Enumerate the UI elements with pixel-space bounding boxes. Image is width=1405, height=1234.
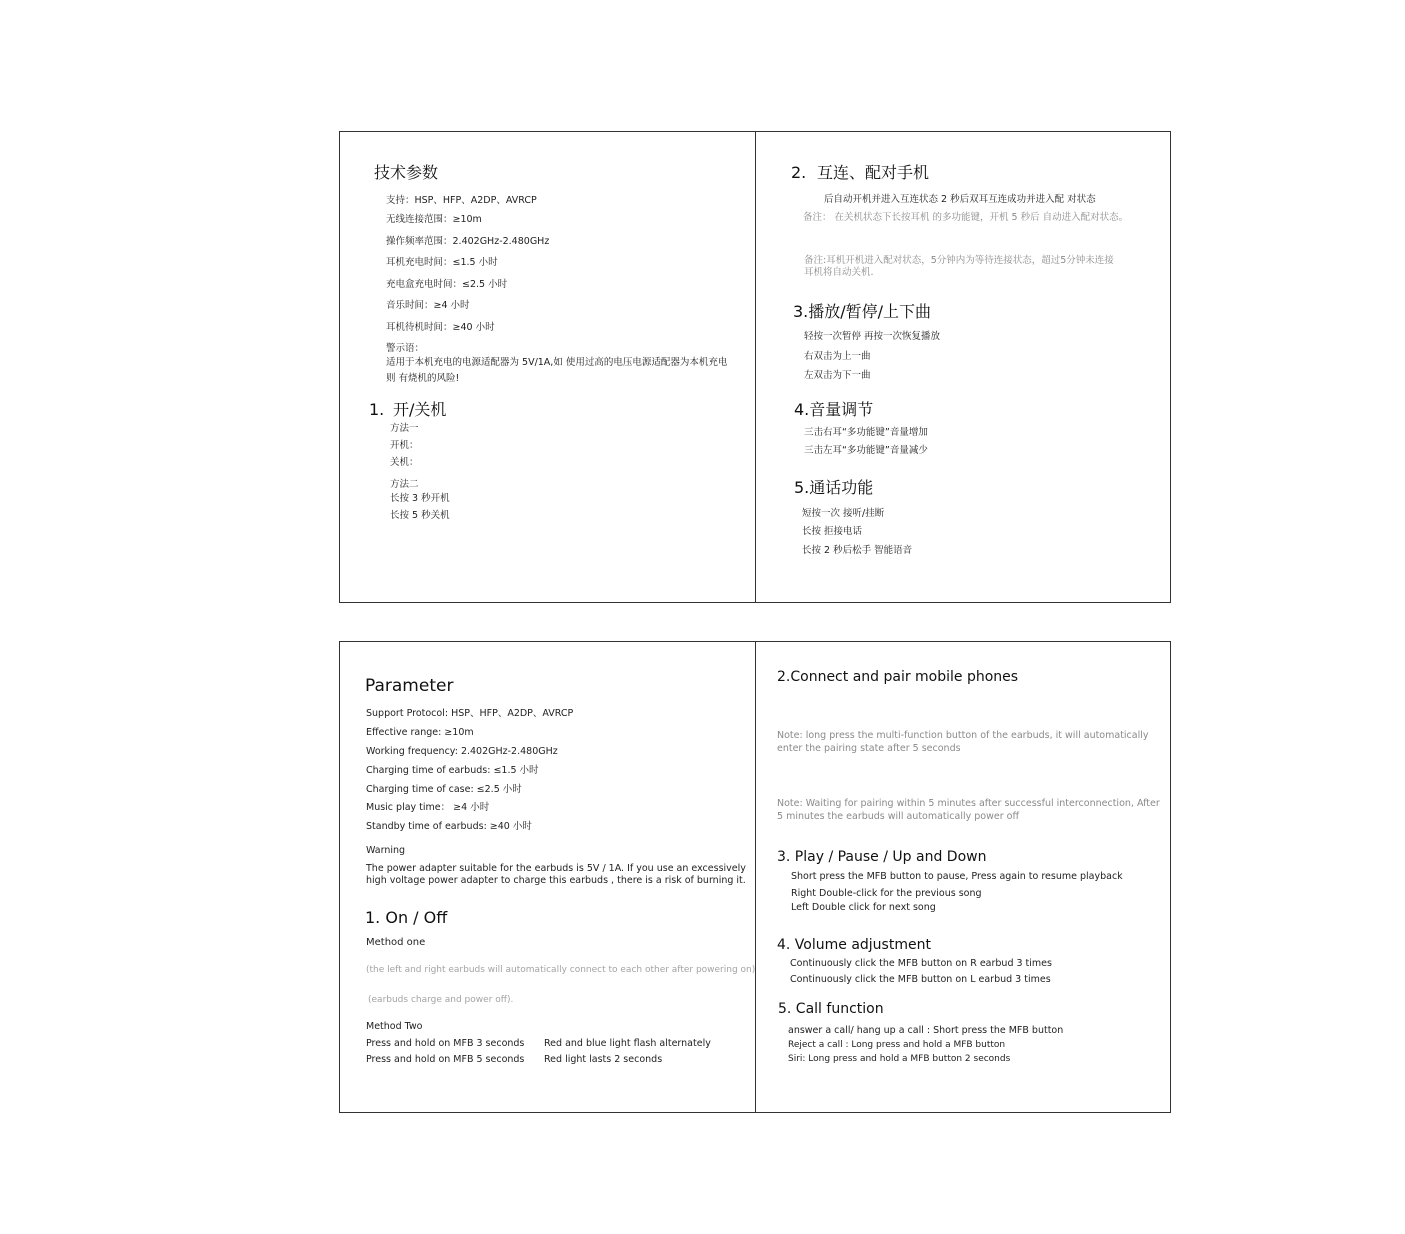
call-item: 短按一次 接听/挂断 xyxy=(802,508,885,519)
spec-line: Support Protocol: HSP、HFP、A2DP、AVRCP xyxy=(366,708,574,719)
spec-line: Music play time： ≥4 小时 xyxy=(366,802,490,813)
volume-item: Continuously click the MFB button on R earbud 3 times xyxy=(790,958,1052,969)
power-on-note: (the left and right earbuds will automatically connect to each other after powering on) xyxy=(366,965,756,975)
spec-line: Charging time of case: ≤2.5 小时 xyxy=(366,784,522,795)
hold-instruction: Press and hold on MFB 3 seconds xyxy=(366,1038,525,1049)
play-title: 3.播放/暂停/上下曲 xyxy=(793,302,932,321)
spec-line: 操作频率范围：2.402GHz-2.480GHz xyxy=(386,236,550,247)
method-label: Method Two xyxy=(366,1021,423,1032)
pair-title: 互连、配对手机 xyxy=(817,163,930,182)
play-item: Left Double click for next song xyxy=(791,902,936,913)
method-label: Method one xyxy=(366,937,426,948)
section-number: 1. xyxy=(369,400,385,419)
english-manual-sheet xyxy=(339,641,1171,1113)
volume-title: 4. Volume adjustment xyxy=(777,937,931,953)
method-label: 方法二 xyxy=(390,479,419,490)
play-item: Right Double-click for the previous song xyxy=(791,888,982,899)
play-item: 左双击为下一曲 xyxy=(804,370,871,381)
light-indicator: Red and blue light flash alternately xyxy=(544,1038,711,1049)
pair-title: 2.Connect and pair mobile phones xyxy=(777,669,1019,685)
call-title: 5. Call function xyxy=(778,1001,884,1017)
warning-label: 警示语： xyxy=(386,343,425,354)
spec-line: Charging time of earbuds: ≤1.5 小时 xyxy=(366,765,539,776)
section-number: 2. xyxy=(791,163,807,182)
warning-text: 则 有烧机的风险! xyxy=(386,373,460,384)
hold-instruction: 长按 5 秒关机 xyxy=(390,510,450,521)
power-off-note: (earbuds charge and power off). xyxy=(368,995,514,1005)
play-item: 轻按一次暂停 再按一次恢复播放 xyxy=(804,331,941,342)
light-indicator: Red light lasts 2 seconds xyxy=(544,1054,663,1065)
pair-note: 备注： 在关机状态下长按耳机 的多功能键，开机 5 秒后 自动进入配对状态。 xyxy=(803,212,1129,223)
volume-item: Continuously click the MFB button on L earbud 3 times xyxy=(790,974,1051,985)
onoff-title: 1. On / Off xyxy=(365,908,448,927)
warning-text: The power adapter suitable for the earbuds is 5V / 1A. If you use an excessively xyxy=(366,863,746,874)
volume-item: 三击左耳“多功能键”音量减少 xyxy=(804,445,928,456)
pair-note: Note: Waiting for pairing within 5 minutes after successful interconnection, After xyxy=(777,798,1160,809)
call-item: Reject a call : Long press and hold a MFB button xyxy=(788,1040,1006,1050)
hold-instruction: Press and hold on MFB 5 seconds xyxy=(366,1054,525,1065)
spec-line: 充电盒充电时间：≤2.5 小时 xyxy=(386,279,508,290)
call-item: Siri: Long press and hold a MFB button 2 seconds xyxy=(788,1054,1011,1064)
pair-note: 5 minutes the earbuds will automatically power off xyxy=(777,811,1020,822)
spec-line: Effective range: ≥10m xyxy=(366,727,474,738)
spec-line: 支持：HSP、HFP、A2DP、AVRCP xyxy=(386,195,537,206)
volume-title: 4.音量调节 xyxy=(794,400,874,419)
page-divider xyxy=(755,132,756,602)
warning-text: 适用于本机充电的电源适配器为 5V/1A,如 使用过高的电压电源适配器为本机充电 xyxy=(386,357,728,368)
spec-line: 音乐时间：≥4 小时 xyxy=(386,300,470,311)
page-divider xyxy=(755,642,756,1112)
pair-note: Note: long press the multi-function button of the earbuds, it will automatically xyxy=(777,730,1149,741)
warning-text: high voltage power adapter to charge this earbuds , there is a risk of burning it. xyxy=(366,875,746,886)
call-title: 5.通话功能 xyxy=(794,478,874,497)
spec-line: Working frequency: 2.402GHz-2.480GHz xyxy=(366,746,558,757)
power-on-label: 开机： xyxy=(390,440,419,451)
spec-line: 无线连接范围：≥10m xyxy=(386,214,482,225)
pair-note: 备注:耳机开机进入配对状态，5分钟内为等待连接状态，超过5分钟未连接 xyxy=(804,255,1114,266)
volume-item: 三击右耳“多功能键”音量增加 xyxy=(804,427,928,438)
method-label: 方法一 xyxy=(390,423,419,434)
warning-label: Warning xyxy=(366,845,406,856)
chinese-manual-sheet xyxy=(339,131,1171,603)
spec-line: 耳机充电时间：≤1.5 小时 xyxy=(386,257,498,268)
power-off-label: 关机： xyxy=(390,457,419,468)
call-item: answer a call/ hang up a call : Short press the MFB button xyxy=(788,1025,1064,1036)
call-item: 长按 2 秒后松手 智能语音 xyxy=(802,545,913,556)
spec-line: 耳机待机时间：≥40 小时 xyxy=(386,322,495,333)
play-item: 右双击为上一曲 xyxy=(804,351,871,362)
hold-instruction: 长按 3 秒开机 xyxy=(390,493,450,504)
pair-note: 耳机将自动关机. xyxy=(804,267,874,278)
play-title: 3. Play / Pause / Up and Down xyxy=(777,849,987,865)
play-item: Short press the MFB button to pause, Press again to resume playback xyxy=(791,871,1123,882)
pair-text: 后自动开机并进入互连状态 2 秒后双耳互连成功并进入配 对状态 xyxy=(824,194,1096,205)
spec-line: Standby time of earbuds: ≥40 小时 xyxy=(366,821,532,832)
onoff-title: 开/关机 xyxy=(393,400,447,419)
call-item: 长按 拒接电话 xyxy=(802,526,863,537)
pair-note: enter the pairing state after 5 seconds xyxy=(777,743,961,754)
parameter-title: Parameter xyxy=(365,676,454,696)
tech-params-title: 技术参数 xyxy=(374,163,439,182)
